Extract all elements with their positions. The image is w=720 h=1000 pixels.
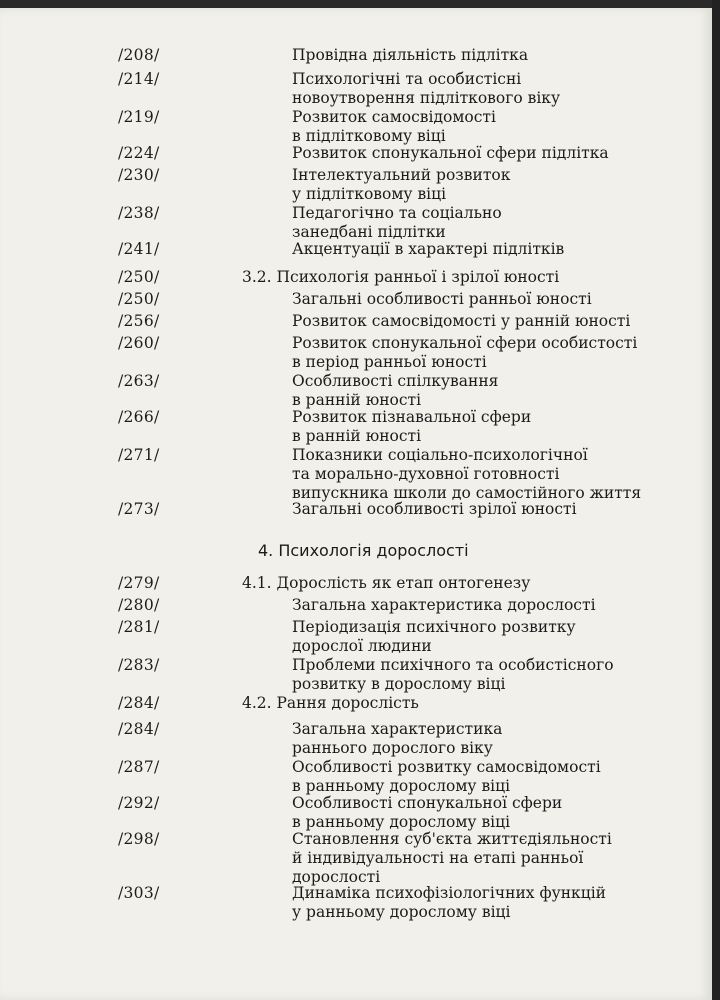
toc-page-number: /256/ [118,312,160,330]
toc-page-number: /224/ [118,144,160,162]
chapter-heading: 4. Психологія дорослості [258,541,469,560]
toc-title: Розвиток самосвідомості у ранній юності [292,312,631,330]
toc-page-number: /303/ [118,884,160,902]
toc-title: Розвиток самосвідомості в підлітковому віці [292,108,496,145]
toc-title: Розвиток спонукальної сфери особистості в період ранньої юності [292,334,638,371]
toc-section-title: 4.2. Рання дорослість [242,694,419,712]
toc-page-number: /284/ [118,720,160,738]
toc-page-number: /230/ [118,166,160,184]
toc-title: Особливості спілкування в ранній юності [292,372,499,409]
toc-title: Особливості розвитку самосвідомості в ранньому дорослому віці [292,758,601,795]
toc-title: Розвиток спонукальної сфери підлітка [292,144,609,162]
toc-title: Психологічні та особистісні новоутворення підліткового віку [292,70,561,107]
toc-page-number: /219/ [118,108,160,126]
toc-title: Розвиток пізнавальної сфери в ранній юності [292,408,532,445]
scan-edge-right [712,0,720,1000]
toc-page-number: /281/ [118,618,160,636]
book-page [0,8,712,1000]
toc-page-number: /271/ [118,446,160,464]
toc-section-title: 4.1. Дорослість як етап онтогенезу [242,574,531,592]
toc-title: Загальна характеристика раннього дорослого віку [292,720,503,757]
toc-page-number: /250/ [118,290,160,308]
toc-title: Показники соціально-психологічної та морально-духовної готовності випускника школи до самостійного життя [292,446,642,502]
toc-page-number: /263/ [118,372,160,390]
toc-title: Загальна характеристика дорослості [292,596,596,614]
toc-page-number: /214/ [118,70,160,88]
toc-page-number: /238/ [118,204,160,222]
toc-title: Особливості спонукальної сфери в ранньому дорослому віці [292,794,563,831]
toc-section-title: 3.2. Психологія ранньої і зрілої юності [242,268,560,286]
toc-page-number: /284/ [118,694,160,712]
toc-title: Динаміка психофізіологічних функцій у ранньому дорослому віці [292,884,606,921]
toc-title: Провідна діяльність підлітка [292,46,529,64]
toc-page-number: /292/ [118,794,160,812]
toc-title: Інтелектуальний розвиток у підлітковому віці [292,166,511,203]
toc-title: Періодизація психічного розвитку дорослої людини [292,618,576,655]
scan-edge-top [0,0,720,8]
toc-page-number: /283/ [118,656,160,674]
toc-page-number: /241/ [118,240,160,258]
toc-page-number: /273/ [118,500,160,518]
toc-page-number: /280/ [118,596,160,614]
toc-page-number: /298/ [118,830,160,848]
toc-page-number: /250/ [118,268,160,286]
toc-page-number: /266/ [118,408,160,426]
toc-title: Акцентуації в характері підлітків [292,240,565,258]
toc-title: Становлення суб'єкта життєдіяльності й індивідуальності на етапі ранньої дорослості [292,830,612,886]
toc-page-number: /287/ [118,758,160,776]
toc-page-number: /208/ [118,46,160,64]
toc-title: Загальні особливості зрілої юності [292,500,577,518]
toc-page-number: /279/ [118,574,160,592]
toc-title: Загальні особливості ранньої юності [292,290,592,308]
toc-title: Проблеми психічного та особистісного розвитку в дорослому віці [292,656,614,693]
toc-title: Педагогічно та соціально занедбані підлітки [292,204,502,241]
toc-page-number: /260/ [118,334,160,352]
